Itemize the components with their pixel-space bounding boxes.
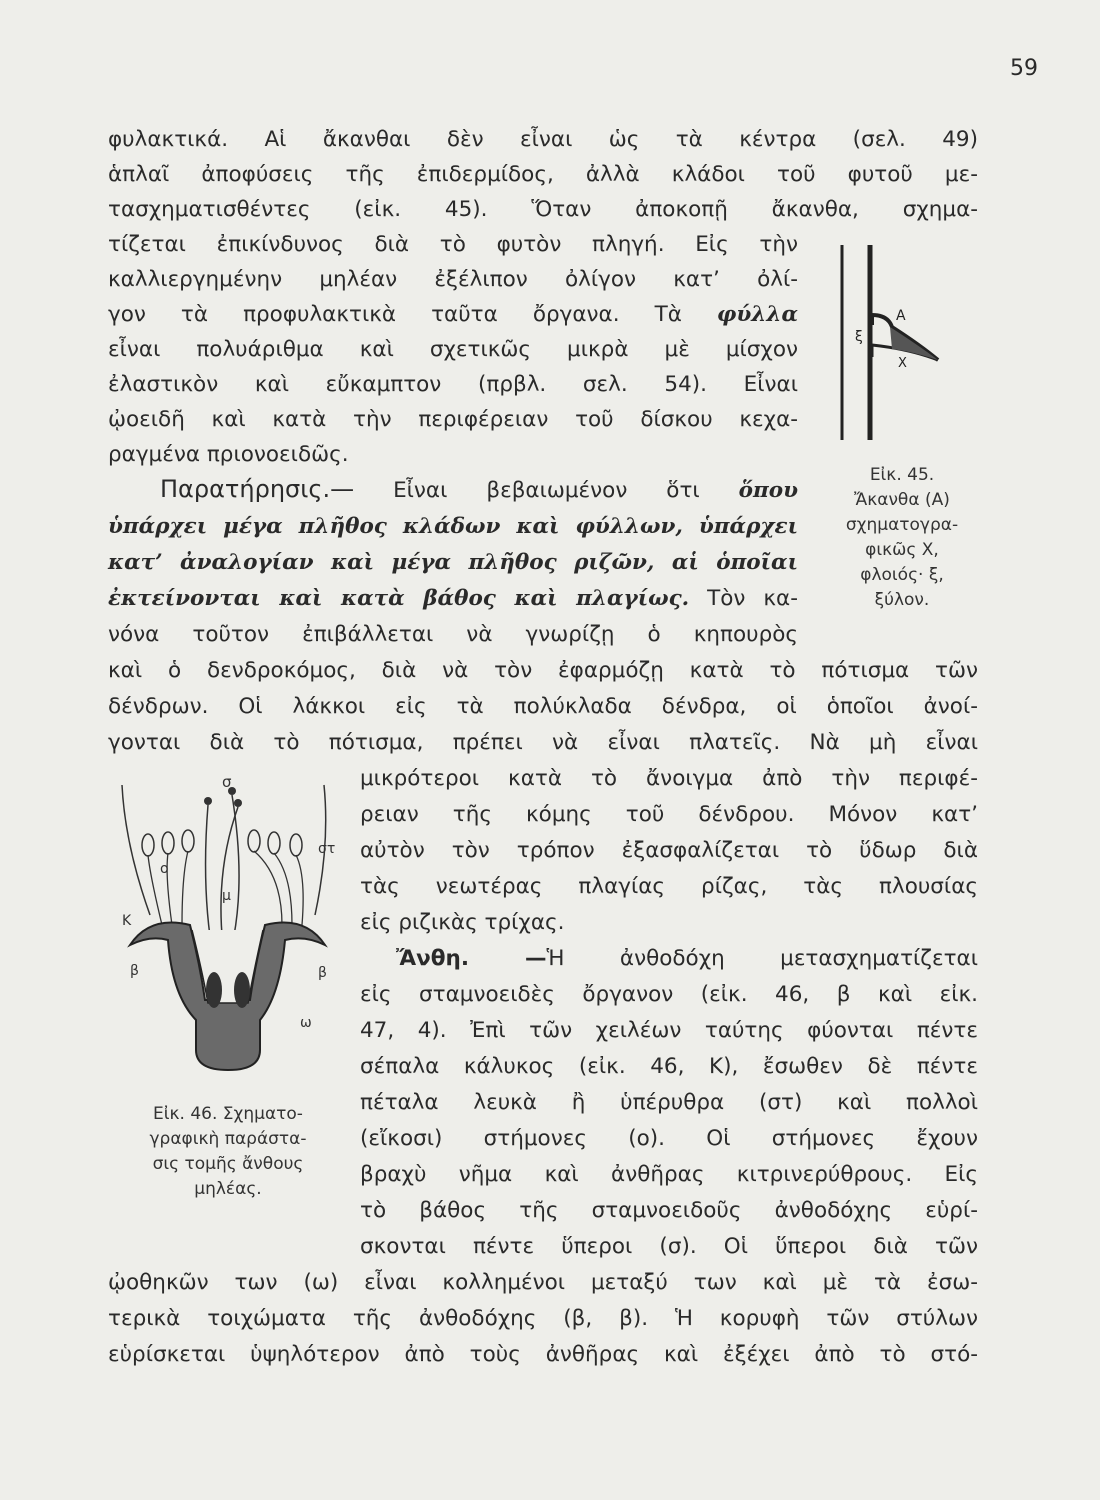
text-line-3: τασχηματισθέντες (εἰκ. 45). Ὅταν ἀποκοπῇ ἄκανθα, σχημα- xyxy=(108,197,978,222)
text-line-14-b: Τὸν κα- xyxy=(689,586,798,611)
text-line-1: φυλακτικά. Αἱ ἄκανθαι δὲν εἶναι ὡς τὰ κέντρα (σελ. 49) xyxy=(108,127,978,152)
text-line-6 xyxy=(108,300,798,329)
fig46-caption-4: μηλέας. xyxy=(194,1179,262,1199)
emph-opou: ὅπου xyxy=(738,478,798,503)
fig46-label-st: στ xyxy=(318,841,336,857)
text-line-16: καὶ ὁ δενδροκόμος, διὰ νὰ τὸν ἐφαρμόζῃ κατὰ τὸ πότισμα τῶν xyxy=(108,658,978,683)
fig46-caption-1: Εἰκ. 46. Σχηματο- xyxy=(153,1104,303,1124)
fig46-label-b-right: β xyxy=(318,965,327,981)
fig45-caption-3: σχηματογρα- xyxy=(845,515,959,535)
fig46-stamen-right-1 xyxy=(254,851,282,925)
text-line-20: ρειαν τῆς κόμης τοῦ δένδρου. Μόνον κατ’ xyxy=(360,802,978,827)
fig46-label-o: ο xyxy=(160,861,169,877)
text-line-4: τίζεται ἐπικίνδυνος διὰ τὸ φυτὸν πληγή. Εἰς τὴν xyxy=(108,232,798,257)
text-line-30: βραχὺ νῆμα καὶ ἀνθῆρας κιτρινερύθρους. Εἰς xyxy=(360,1162,978,1187)
text-line-7: εἶναι πολυάριθμα καὶ σχετικῶς μικρὰ μὲ μίσχον xyxy=(108,337,798,362)
fig46-label-b-left: β xyxy=(130,963,139,979)
text-line-24 xyxy=(396,944,978,973)
fig46-anther-r1 xyxy=(248,830,260,852)
text-line-5: καλλιεργημένην μηλέαν ἐξέλιπον ὀλίγον κατ’ ὀλί- xyxy=(108,267,798,292)
fig46-caption-2: γραφικὴ παράστα- xyxy=(149,1129,307,1149)
heading-paratirisis: Παρατήρησις.— xyxy=(160,475,355,503)
fig46-stamen-right-3 xyxy=(296,855,303,925)
fig46-label-sigma: σ xyxy=(222,773,232,791)
figure-45-diagram xyxy=(830,245,950,450)
text-line-26: 47, 4). Ἐπὶ τῶν χειλέων ταύτης φύονται πέντε xyxy=(360,1018,978,1043)
fig46-stigma-1 xyxy=(204,797,212,805)
text-line-13: κατ’ ἀναλογίαν καὶ μέγα πλῆθος ριζῶν, αἱ ὁποῖαι xyxy=(108,550,798,575)
fig46-stigma-3 xyxy=(234,799,242,807)
text-line-2: ἁπλαῖ ἀποφύσεις τῆς ἐπιδερμίδος, ἀλλὰ κλάδοι τοῦ φυτοῦ με- xyxy=(108,162,978,187)
figure-46-diagram xyxy=(110,765,350,1095)
fig45-caption-5: φλοιός· ξ, xyxy=(860,565,944,585)
fig45-label-x: Χ xyxy=(898,356,907,371)
fig46-label-k: Κ xyxy=(122,913,132,929)
fig46-anther-r3 xyxy=(290,834,302,856)
text-line-14-a: ἐκτείνονται καὶ κατὰ βάθος καὶ πλαγίως. xyxy=(108,586,690,611)
fig45-caption-4: φικῶς Χ, xyxy=(865,540,939,560)
fig45-caption-6: ξύλον. xyxy=(874,590,930,610)
fig45-caption-2: Ἄκανθα (Α) xyxy=(854,490,950,510)
fig46-label-omega: ω xyxy=(300,1015,312,1031)
fig46-stamen-left-3 xyxy=(182,851,188,925)
fig46-anther-l3 xyxy=(182,830,194,852)
text-line-8: ἐλαστικὸν καὶ εὔκαμπτον (πρβλ. σελ. 54). Εἶναι xyxy=(108,372,798,397)
text-line-10: ραγμένα πριονοειδῶς. xyxy=(108,442,349,467)
text-line-14 xyxy=(108,584,798,613)
heading-anthi: Ἄνθη. — xyxy=(396,946,547,971)
text-line-34: τερικὰ τοιχώματα τῆς ἀνθοδόχης (β, β). Ἡ κορυφὴ τῶν στύλων xyxy=(108,1306,978,1331)
text-line-24-a: Ἡ ἀνθοδόχη μετασχηματίζεται xyxy=(546,946,979,971)
text-line-27: σέπαλα κάλυκος (εἰκ. 46, Κ), ἔσωθεν δὲ πέντε xyxy=(360,1054,978,1079)
text-line-31: τὸ βάθος τῆς σταμνοειδοῦς ἀνθοδόχης εὑρί- xyxy=(360,1198,978,1223)
fig46-anther-r2 xyxy=(268,832,280,854)
text-line-12: ὑπάρχει μέγα πλῆθος κλάδων καὶ φύλλων, ὑπάρχει xyxy=(108,514,798,539)
fig46-label-mu: μ xyxy=(222,888,231,904)
text-line-33: ᾠοθηκῶν των (ω) εἶναι κολλημένοι μεταξύ των καὶ μὲ τὰ ἐσω- xyxy=(108,1270,978,1295)
text-line-11 xyxy=(160,475,798,505)
text-line-23: εἰς ριζικὰς τρίχας. xyxy=(360,910,565,935)
text-line-25: εἰς σταμνοειδὲς ὄργανον (εἰκ. 46, β καὶ εἰκ. xyxy=(360,982,978,1007)
emph-fylla: φύλλα xyxy=(716,302,798,327)
text-line-17: δένδρων. Οἱ λάκκοι εἰς τὰ πολύκλαδα δένδρα, οἱ ὁποῖοι ἀνοί- xyxy=(108,694,978,719)
fig46-petal-left xyxy=(122,785,150,915)
page-number: 59 xyxy=(1010,56,1038,81)
fig46-caption-3: σις τομῆς ἄνθους xyxy=(152,1154,304,1174)
text-line-32: σκονται πέντε ὕπεροι (σ). Οἱ ὕπεροι διὰ τῶν xyxy=(360,1234,978,1259)
text-line-15: νόνα τοῦτον ἐπιβάλλεται νὰ γνωρίζῃ ὁ κηπουρὸς xyxy=(108,622,798,647)
fig46-ovary-left xyxy=(206,972,222,1008)
text-line-18: γονται διὰ τὸ πότισμα, πρέπει νὰ εἶναι πλατεῖς. Νὰ μὴ εἶναι xyxy=(108,730,978,755)
fig46-anther-l2 xyxy=(162,832,174,854)
fig46-ovary-right xyxy=(234,972,250,1008)
fig46-stamen-right-2 xyxy=(274,853,292,925)
fig46-anther-l1 xyxy=(142,834,154,856)
text-line-6-a: γον τὰ προφυλακτικὰ ταῦτα ὄργανα. Τὰ xyxy=(108,302,717,327)
fig45-label-xi: ξ xyxy=(855,329,863,345)
fig45-caption-1: Εἰκ. 45. xyxy=(869,465,935,485)
text-line-9: ᾠοειδῆ καὶ κατὰ τὴν περιφέρειαν τοῦ δίσκου κεχα- xyxy=(108,407,798,432)
figure-46-caption xyxy=(108,1102,348,1202)
text-line-35: εὑρίσκεται ὑψηλότερον ἀπὸ τοὺς ἀνθῆρας καὶ ἐξέχει ἀπὸ τὸ στό- xyxy=(108,1342,978,1367)
text-line-19: μικρότεροι κατὰ τὸ ἄνοιγμα ἀπὸ τὴν περιφέ- xyxy=(360,766,978,791)
text-line-21: αὐτὸν τὸν τρόπον ἐξασφαλίζεται τὸ ὕδωρ διὰ xyxy=(360,838,978,863)
text-line-22: τὰς νεωτέρας πλαγίας ρίζας, τὰς πλουσίας xyxy=(360,874,978,899)
fig45-label-a: Α xyxy=(896,308,906,324)
figure-45-caption xyxy=(812,463,992,613)
text-line-11-a: Εἶναι βεβαιωμένον ὅτι xyxy=(393,478,739,503)
text-line-28: πέταλα λευκὰ ἢ ὑπέρυθρα (στ) καὶ πολλοὶ xyxy=(360,1090,978,1115)
text-line-29: (εἴκοσι) στήμονες (ο). Οἱ στήμονες ἔχουν xyxy=(360,1126,978,1151)
